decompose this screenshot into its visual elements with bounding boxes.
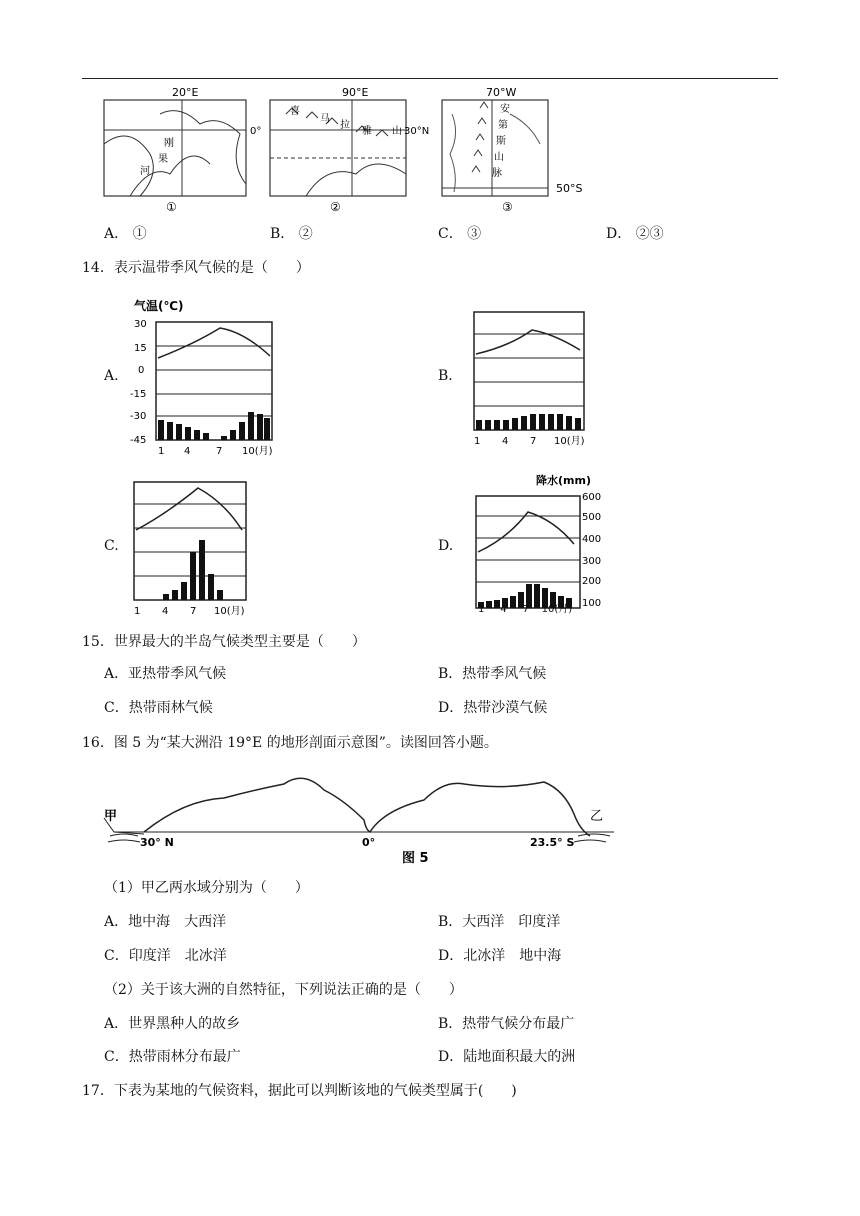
svg-text:7: 7 (190, 606, 197, 617)
svg-text:-30: -30 (130, 411, 147, 422)
svg-text:第: 第 (498, 120, 508, 131)
q14-option-a-key[interactable]: A. (104, 368, 119, 384)
svg-text:0: 0 (138, 365, 145, 376)
q13-option-c[interactable]: C． ③ (438, 226, 482, 242)
map-2 (266, 84, 430, 214)
svg-text:4: 4 (184, 446, 191, 457)
svg-text:果: 果 (158, 154, 168, 165)
climate-chart-b (470, 310, 590, 448)
q16-sub2-option-a[interactable]: A．世界黑种人的故乡 (104, 1016, 241, 1032)
svg-text:雅: 雅 (362, 126, 372, 137)
svg-text:河: 河 (140, 166, 150, 177)
q15-stem: 15．世界最大的半岛气候类型主要是（ ） (82, 634, 366, 650)
svg-text:安: 安 (500, 104, 510, 115)
svg-text:4: 4 (162, 606, 169, 617)
svg-text:②: ② (330, 200, 341, 214)
q15-option-a[interactable]: A．亚热带季风气候 (104, 666, 227, 682)
svg-text:气温(℃): 气温(℃) (134, 299, 184, 313)
svg-text:喜: 喜 (290, 106, 300, 117)
svg-text:10(月): 10(月) (242, 446, 273, 457)
svg-text:7: 7 (216, 446, 223, 457)
q17-stem: 17．下表为某地的气候资料，据此可以判断该地的气候类型属于( ) (82, 1083, 517, 1099)
svg-text:15: 15 (134, 343, 147, 354)
q15-option-d[interactable]: D．热带沙漠气候 (438, 700, 548, 716)
svg-text:1: 1 (134, 606, 141, 617)
terrain-profile-figure (104, 770, 624, 866)
svg-text:脉: 脉 (492, 168, 502, 179)
q15-option-c[interactable]: C．热带雨林气候 (104, 700, 213, 716)
q14-option-d-key[interactable]: D. (438, 538, 454, 554)
q13-option-d[interactable]: D． ②③ (606, 226, 664, 242)
svg-text:斯: 斯 (496, 136, 506, 147)
figure-caption: 图 5 (402, 851, 429, 866)
chart-d-months: 1 4 7 10(月) (478, 604, 573, 615)
climate-chart-c (130, 480, 254, 618)
svg-text:300: 300 (582, 556, 602, 567)
q15-option-b[interactable]: B．热带季风气候 (438, 666, 547, 682)
svg-text:山: 山 (494, 152, 504, 163)
svg-text:4: 4 (502, 436, 509, 447)
map-label: 20°E (172, 86, 199, 99)
svg-text:山: 山 (392, 126, 402, 137)
svg-text:200: 200 (582, 576, 602, 587)
svg-text:100: 100 (582, 598, 602, 609)
climate-chart-d (474, 472, 610, 618)
q16-sub1-option-a[interactable]: A．地中海 大西洋 (104, 914, 227, 930)
q16-stem: 16．图 5 为“某大洲沿 19°E 的地形剖面示意图”。读图回答小题。 (82, 735, 498, 751)
profile-left-label: 甲 (104, 809, 118, 824)
svg-text:-15: -15 (130, 389, 147, 400)
q13-option-b[interactable]: B． ② (270, 226, 313, 242)
svg-text:0°: 0° (362, 836, 376, 849)
q16-sub2-option-b[interactable]: B．热带气候分布最广 (438, 1016, 575, 1032)
svg-text:刚: 刚 (164, 138, 174, 149)
svg-text:马: 马 (320, 114, 330, 125)
svg-text:500: 500 (582, 512, 602, 523)
svg-text:70°W: 70°W (486, 86, 517, 99)
svg-text:1: 1 (158, 446, 165, 457)
svg-text:30° N: 30° N (140, 836, 174, 849)
q16-sub1-option-c[interactable]: C．印度洋 北冰洋 (104, 948, 227, 964)
map-side: 0° (250, 126, 262, 137)
q16-sub2-stem: （2）关于该大洲的自然特征，下列说法正确的是（ ） (104, 982, 463, 998)
q16-sub2-option-d[interactable]: D．陆地面积最大的洲 (438, 1049, 576, 1065)
q13-option-a[interactable]: A． ① (104, 226, 147, 242)
svg-text:③: ③ (502, 200, 513, 214)
map-3 (440, 84, 600, 214)
svg-text:30°N: 30°N (404, 126, 430, 137)
q16-sub1-stem: （1）甲乙两水域分别为（ ） (104, 880, 309, 896)
svg-text:-45: -45 (130, 435, 147, 446)
map-number: ① (166, 200, 177, 214)
svg-text:600: 600 (582, 492, 602, 503)
q16-sub1-option-b[interactable]: B．大西洋 印度洋 (438, 914, 561, 930)
q14-option-b-key[interactable]: B. (438, 368, 453, 384)
svg-text:23.5° S: 23.5° S (530, 836, 575, 849)
svg-text:降水(mm): 降水(mm) (536, 474, 591, 487)
q14-option-c-key[interactable]: C. (104, 538, 119, 554)
svg-text:7: 7 (530, 436, 537, 447)
svg-text:10(月): 10(月) (554, 436, 585, 447)
svg-text:50°S: 50°S (556, 182, 583, 195)
q16-sub1-option-d[interactable]: D．北冰洋 地中海 (438, 948, 562, 964)
climate-chart-a (124, 296, 294, 458)
svg-text:1: 1 (474, 436, 481, 447)
svg-text:90°E: 90°E (342, 86, 369, 99)
svg-text:30: 30 (134, 319, 147, 330)
profile-right-label: 乙 (590, 809, 604, 824)
svg-text:拉: 拉 (340, 120, 350, 131)
map-1 (100, 84, 262, 214)
header-rule (82, 78, 778, 79)
q14-stem: 14．表示温带季风气候的是（ ） (82, 260, 310, 276)
q16-sub2-option-c[interactable]: C．热带雨林分布最广 (104, 1049, 241, 1065)
svg-text:400: 400 (582, 534, 602, 545)
svg-text:10(月): 10(月) (214, 606, 245, 617)
